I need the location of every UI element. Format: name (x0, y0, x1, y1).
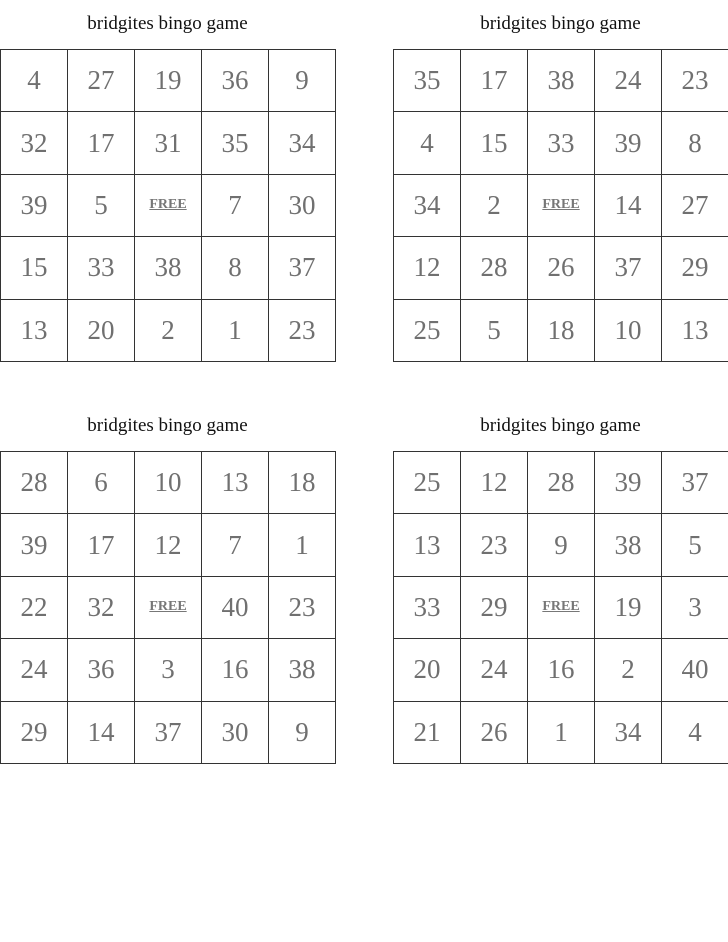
free-space-cell: FREE (528, 576, 595, 638)
bingo-row (394, 237, 728, 299)
bingo-number-cell: 7 (202, 174, 269, 236)
bingo-number-cell: 10 (135, 452, 202, 514)
bingo-number-cell: 28 (528, 452, 595, 514)
bingo-row (394, 576, 728, 638)
bingo-number-cell: 21 (394, 701, 461, 763)
bingo-number-cell: 28 (461, 237, 528, 299)
bingo-number-cell: 17 (461, 50, 528, 112)
bingo-row (1, 576, 336, 638)
bingo-card-title: bridgites bingo game (480, 13, 641, 34)
bingo-number-cell: 2 (135, 299, 202, 361)
bingo-number-cell: 33 (394, 576, 461, 638)
bingo-number-cell: 19 (595, 576, 662, 638)
bingo-number-cell: 38 (269, 639, 336, 701)
bingo-number-cell: 33 (68, 237, 135, 299)
bingo-number-cell: 27 (662, 174, 728, 236)
bingo-number-cell: 9 (269, 50, 336, 112)
bingo-grid (0, 451, 336, 764)
bingo-number-cell: 6 (68, 452, 135, 514)
bingo-number-cell: 38 (528, 50, 595, 112)
bingo-number-cell: 23 (662, 50, 728, 112)
bingo-number-cell: 25 (394, 452, 461, 514)
bingo-row (1, 237, 336, 299)
bingo-number-cell: 1 (528, 701, 595, 763)
bingo-number-cell: 1 (202, 299, 269, 361)
bingo-number-cell: 26 (461, 701, 528, 763)
bingo-number-cell: 39 (1, 514, 68, 576)
bingo-number-cell: 38 (135, 237, 202, 299)
bingo-number-cell: 5 (461, 299, 528, 361)
bingo-number-cell: 20 (68, 299, 135, 361)
bingo-number-cell: 8 (662, 112, 728, 174)
bingo-number-cell: 12 (394, 237, 461, 299)
bingo-number-cell: 13 (1, 299, 68, 361)
bingo-number-cell: 8 (202, 237, 269, 299)
bingo-number-cell: 37 (269, 237, 336, 299)
bingo-number-cell: 24 (1, 639, 68, 701)
bingo-row (394, 299, 728, 361)
bingo-number-cell: 4 (1, 50, 68, 112)
bingo-number-cell: 40 (202, 576, 269, 638)
bingo-number-cell: 5 (68, 174, 135, 236)
bingo-row (1, 50, 336, 112)
bingo-row (1, 701, 336, 763)
bingo-number-cell: 17 (68, 112, 135, 174)
bingo-number-cell: 25 (394, 299, 461, 361)
bingo-number-cell: 36 (68, 639, 135, 701)
bingo-number-cell: 1 (269, 514, 336, 576)
bingo-number-cell: 24 (461, 639, 528, 701)
bingo-number-cell: 13 (662, 299, 728, 361)
bingo-number-cell: 34 (269, 112, 336, 174)
bingo-row (1, 174, 336, 236)
bingo-grid (0, 49, 336, 362)
bingo-row (1, 452, 336, 514)
bingo-number-cell: 29 (1, 701, 68, 763)
bingo-row (394, 50, 728, 112)
bingo-row (394, 514, 728, 576)
bingo-number-cell: 30 (202, 701, 269, 763)
bingo-number-cell: 34 (394, 174, 461, 236)
bingo-number-cell: 19 (135, 50, 202, 112)
bingo-number-cell: 3 (135, 639, 202, 701)
bingo-row (394, 112, 728, 174)
bingo-number-cell: 18 (269, 452, 336, 514)
bingo-number-cell: 37 (135, 701, 202, 763)
bingo-number-cell: 7 (202, 514, 269, 576)
bingo-number-cell: 13 (394, 514, 461, 576)
bingo-number-cell: 13 (202, 452, 269, 514)
bingo-row (1, 112, 336, 174)
bingo-number-cell: 32 (1, 112, 68, 174)
bingo-number-cell: 39 (1, 174, 68, 236)
bingo-number-cell: 36 (202, 50, 269, 112)
bingo-number-cell: 16 (202, 639, 269, 701)
bingo-row (394, 174, 728, 236)
bingo-number-cell: 15 (461, 112, 528, 174)
bingo-number-cell: 37 (595, 237, 662, 299)
bingo-number-cell: 39 (595, 112, 662, 174)
bingo-number-cell: 29 (461, 576, 528, 638)
bingo-number-cell: 30 (269, 174, 336, 236)
bingo-number-cell: 37 (662, 452, 728, 514)
bingo-number-cell: 10 (595, 299, 662, 361)
bingo-row (394, 452, 728, 514)
bingo-number-cell: 31 (135, 112, 202, 174)
bingo-number-cell: 32 (68, 576, 135, 638)
bingo-number-cell: 14 (68, 701, 135, 763)
bingo-number-cell: 29 (662, 237, 728, 299)
bingo-number-cell: 15 (1, 237, 68, 299)
bingo-number-cell: 4 (662, 701, 728, 763)
bingo-number-cell: 4 (394, 112, 461, 174)
bingo-grid (393, 451, 728, 764)
bingo-number-cell: 23 (461, 514, 528, 576)
free-space-cell: FREE (135, 174, 202, 236)
bingo-card-title: bridgites bingo game (480, 415, 641, 436)
free-space-cell: FREE (528, 174, 595, 236)
bingo-number-cell: 5 (662, 514, 728, 576)
bingo-number-cell: 3 (662, 576, 728, 638)
bingo-number-cell: 9 (269, 701, 336, 763)
bingo-number-cell: 22 (1, 576, 68, 638)
bingo-row (1, 639, 336, 701)
bingo-number-cell: 12 (461, 452, 528, 514)
bingo-row (1, 514, 336, 576)
bingo-number-cell: 38 (595, 514, 662, 576)
bingo-number-cell: 14 (595, 174, 662, 236)
bingo-number-cell: 23 (269, 299, 336, 361)
bingo-number-cell: 2 (461, 174, 528, 236)
bingo-number-cell: 24 (595, 50, 662, 112)
bingo-card-title: bridgites bingo game (87, 415, 248, 436)
bingo-number-cell: 27 (68, 50, 135, 112)
bingo-grid (393, 49, 728, 362)
bingo-number-cell: 35 (394, 50, 461, 112)
bingo-row (1, 299, 336, 361)
bingo-number-cell: 9 (528, 514, 595, 576)
bingo-number-cell: 34 (595, 701, 662, 763)
bingo-number-cell: 39 (595, 452, 662, 514)
bingo-number-cell: 23 (269, 576, 336, 638)
free-space-cell: FREE (135, 576, 202, 638)
bingo-number-cell: 18 (528, 299, 595, 361)
bingo-card-title: bridgites bingo game (87, 13, 248, 34)
bingo-number-cell: 2 (595, 639, 662, 701)
bingo-number-cell: 20 (394, 639, 461, 701)
bingo-row (394, 639, 728, 701)
bingo-row (394, 701, 728, 763)
bingo-number-cell: 26 (528, 237, 595, 299)
bingo-number-cell: 17 (68, 514, 135, 576)
bingo-number-cell: 16 (528, 639, 595, 701)
bingo-number-cell: 12 (135, 514, 202, 576)
bingo-number-cell: 35 (202, 112, 269, 174)
bingo-number-cell: 40 (662, 639, 728, 701)
bingo-number-cell: 28 (1, 452, 68, 514)
bingo-number-cell: 33 (528, 112, 595, 174)
